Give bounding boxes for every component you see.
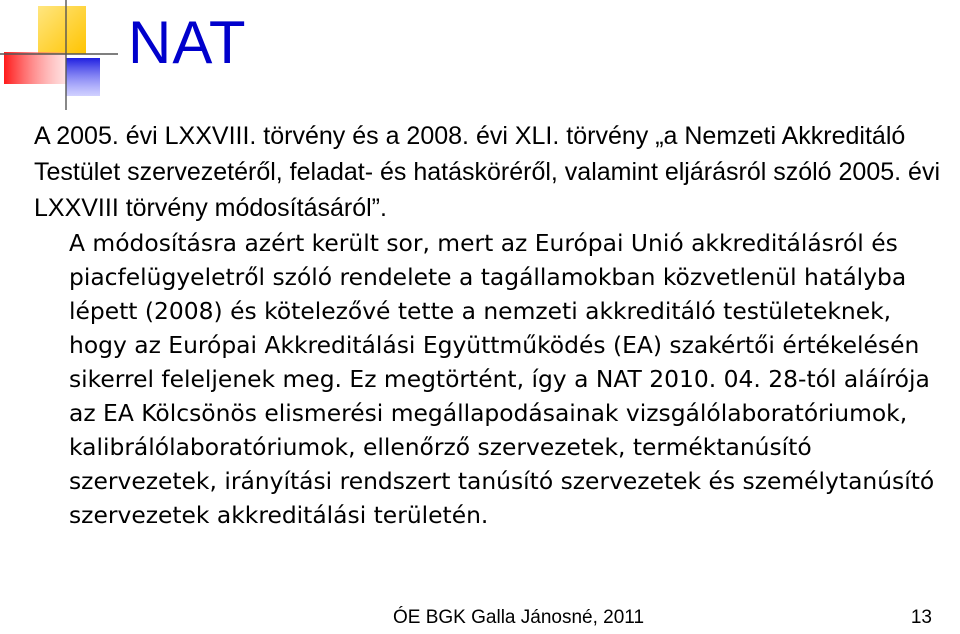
logo-blue-square	[66, 58, 100, 96]
slide-body	[34, 118, 954, 532]
page-number: 13	[910, 607, 932, 628]
footer-author: ÓE BGK Galla Jánosné, 2011	[393, 607, 645, 628]
slide-title: NAT	[128, 9, 247, 76]
slide-logo-decoration	[0, 0, 130, 110]
law-reference-paragraph: A 2005. évi LXXVIII. törvény és a 2008. évi XLI. törvény „a Nemzeti Akkreditáló Testület szervezetéről, feladat- és hatásköréről, valamint eljárásról szóló 2005. évi LXXVIII törvény módosításáról”.	[34, 122, 940, 222]
logo-red-bar	[4, 52, 66, 84]
amendment-paragraph: A módosításra azért került sor, mert az Európai Unió akkreditálásról és piacfelügyeletről szóló rendelete a tagállamokban közvetlenül hatályba lépett (2008) és kötelezővé tette a nemzeti akkreditáló testületeknek, hogy az Európai Akkreditálási Együttműködés (EA) szakértői értékelésén sikerrel feleljenek meg. Ez megtörtént, így a NAT 2010. 04. 28-tól aláírója az EA Kölcsönös elismerési megállapodásainak vizsgálólaboratóriumok, kalibrálólaboratóriumok, ellenőrző szervezetek, terméktanúsító szervezetek, irányítási rendszert tanúsító szervezetek és személytanúsító szervezetek akkreditálási területén.	[69, 229, 935, 529]
slide-footer	[0, 604, 960, 632]
logo-yellow-square	[38, 6, 86, 54]
